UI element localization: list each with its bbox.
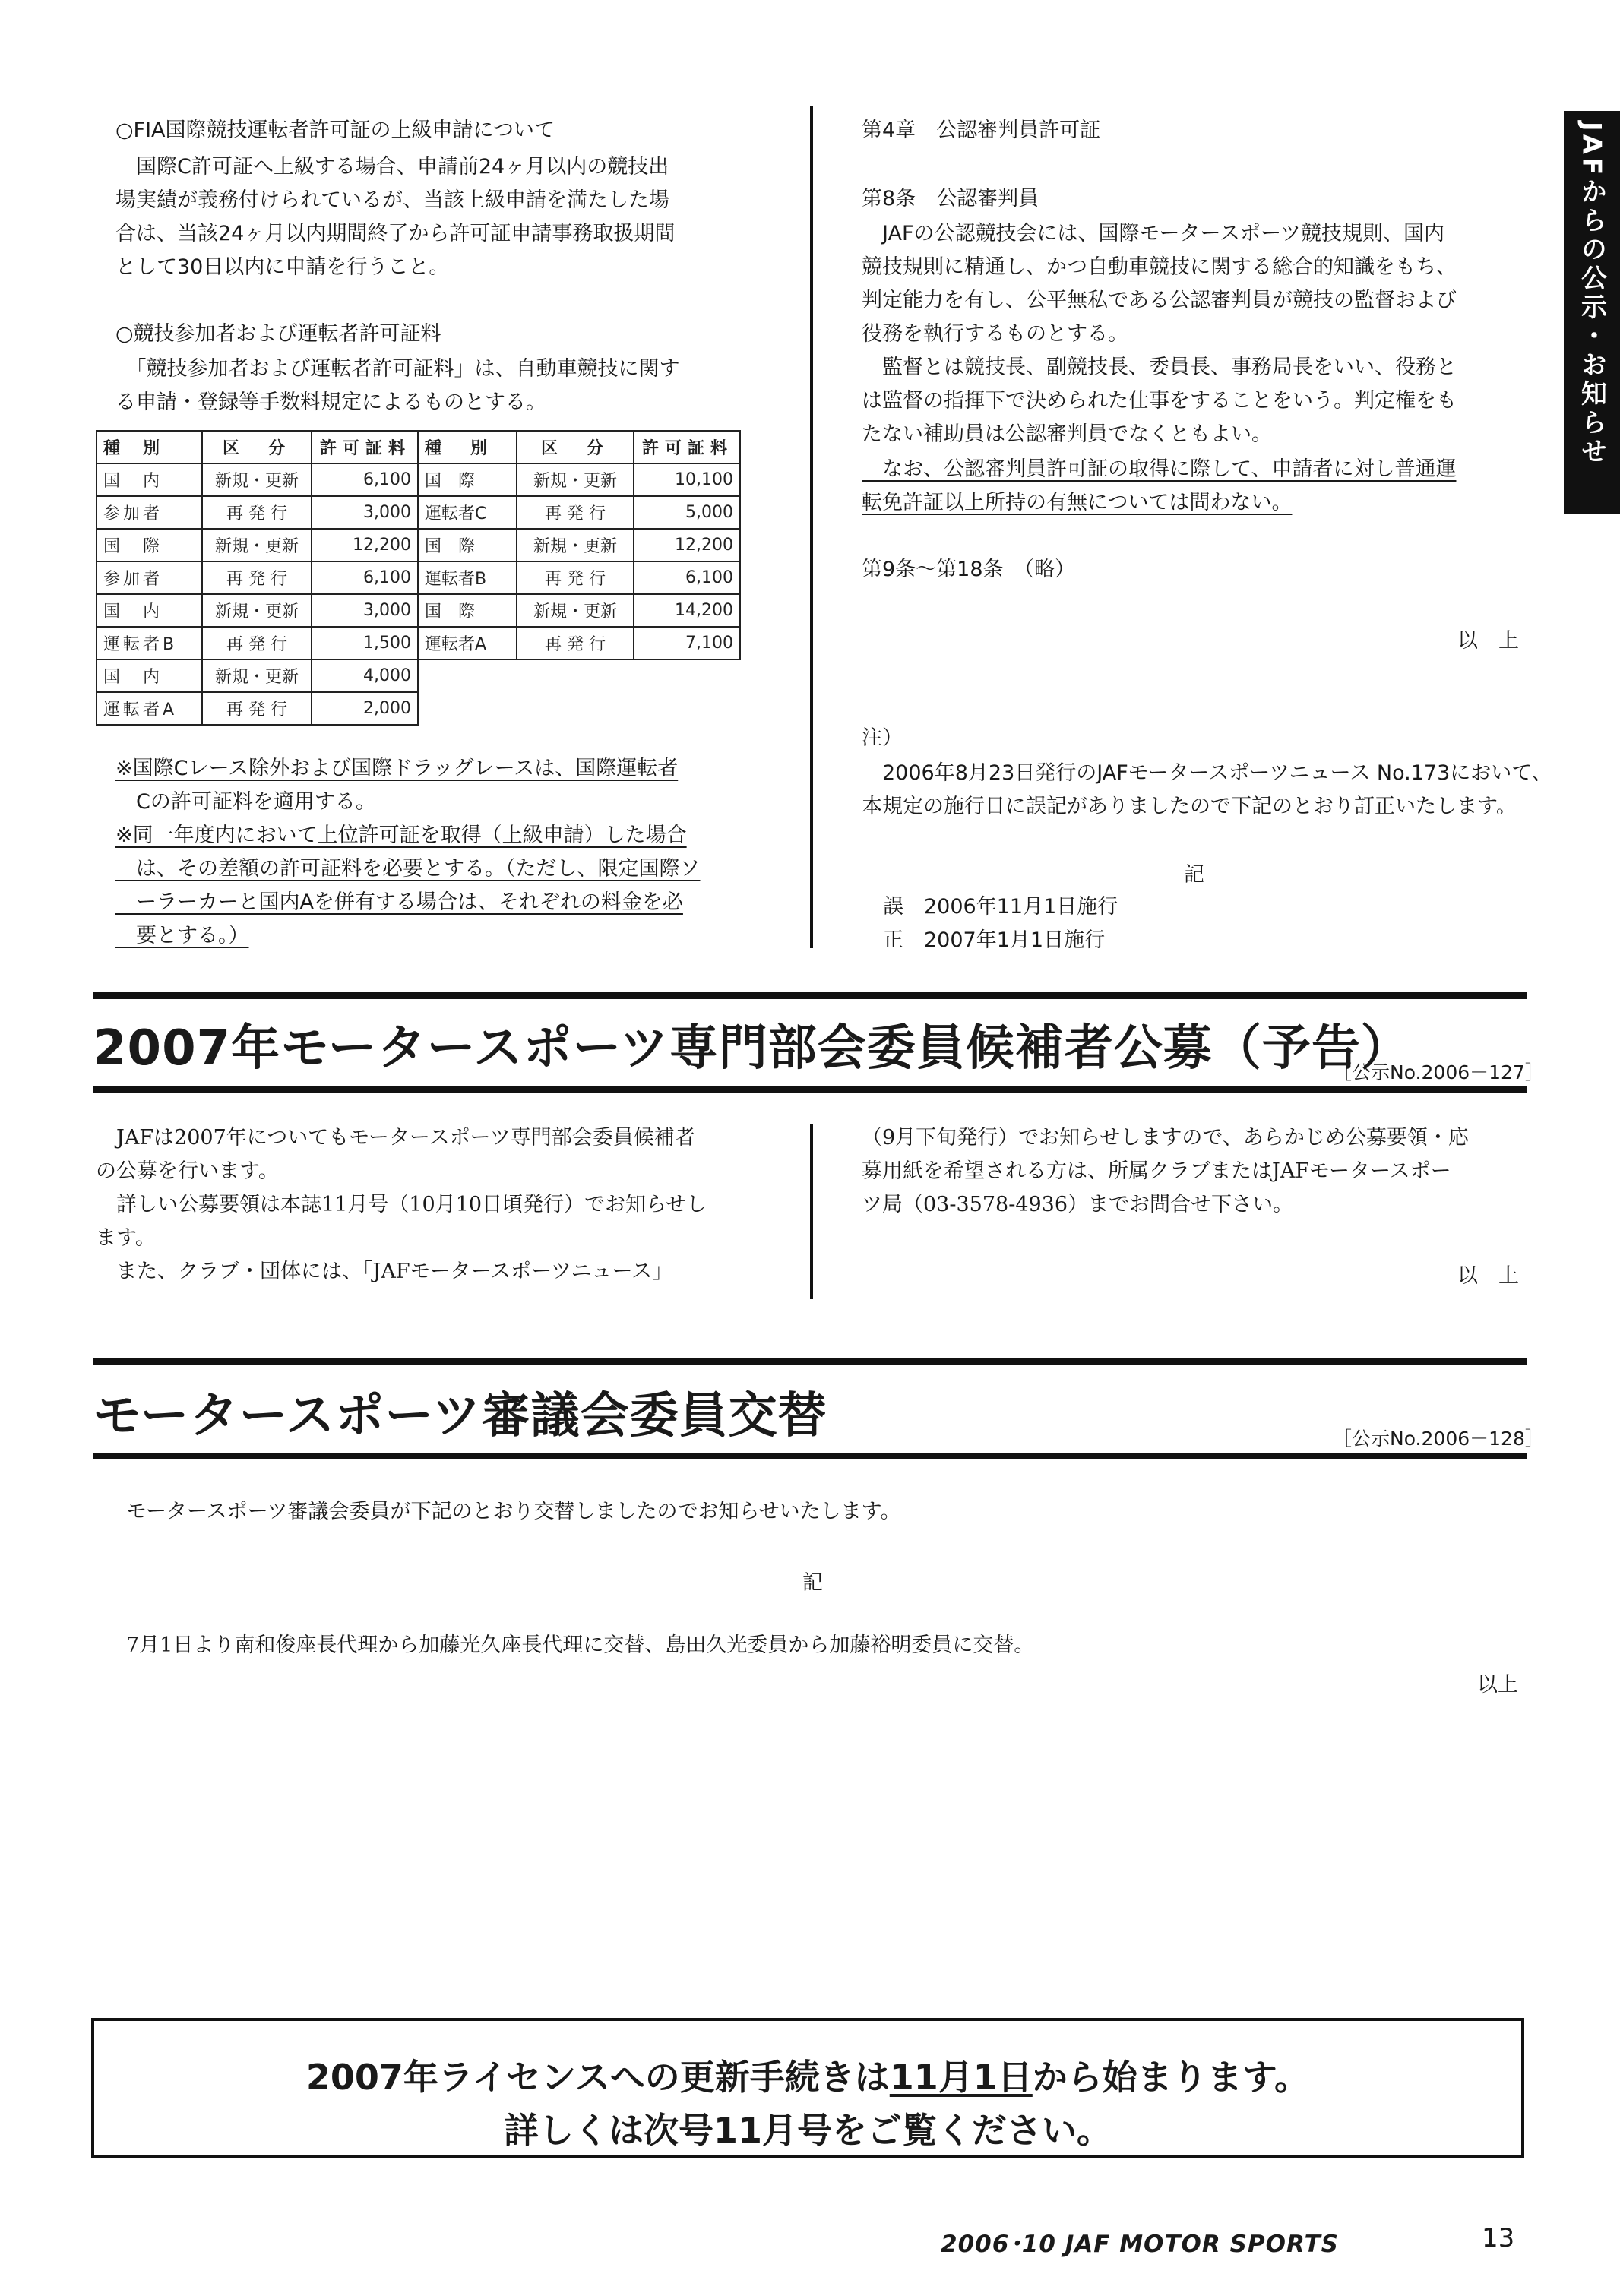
article8-title: 第8条 公認審判員 — [862, 187, 1039, 210]
table-cell: 7,100 — [634, 627, 740, 659]
header-cell: 区 分 — [202, 431, 312, 463]
para1-line-4: 役務を執行するものとする。 — [862, 322, 1128, 346]
ki-1: 記 — [1184, 863, 1204, 887]
table-row — [97, 692, 740, 725]
para2-line-3: たない補助員は公認審判員でなくともよい。 — [862, 422, 1272, 446]
column-divider-2 — [810, 1124, 813, 1299]
section3-heading: モータースポーツ審議会委員交替 — [93, 1388, 827, 1444]
table-cell: 新規・更新 — [202, 463, 312, 496]
note1-line-1: ※国際Cレース除外および国際ドラッグレースは、国際運転者 — [115, 757, 679, 780]
header-cell: 許可証料 — [634, 431, 740, 463]
fee-table — [96, 430, 741, 726]
table-cell: 再 発 行 — [202, 692, 312, 725]
table-row — [97, 594, 740, 627]
section2-left-line-3: 詳しい公募要領は本誌11月号（10月10日頃発行）でお知らせし — [96, 1193, 707, 1216]
table-cell: 12,200 — [634, 529, 740, 561]
empty-cell — [418, 659, 740, 692]
table-cell: 新規・更新 — [517, 529, 634, 561]
table-cell: 運転者A — [97, 692, 202, 725]
table-cell: 国 内 — [97, 594, 202, 627]
empty-cell — [418, 692, 740, 725]
para1-line-3: 判定能力を有し、公平無私である公認審判員が競技の監督および — [862, 289, 1457, 312]
table-cell: 6,100 — [312, 463, 418, 496]
fee-table-header — [97, 431, 740, 463]
section2-left-line-4: ます。 — [96, 1226, 156, 1250]
table-row — [97, 496, 740, 529]
table-cell: 10,100 — [634, 463, 740, 496]
chapter-title: 第4章 公認審判員許可証 — [862, 119, 1101, 142]
section3-bottom-rule — [93, 1453, 1527, 1459]
correct-line: 正 2007年1月1日施行 — [883, 928, 1106, 952]
notice-line-2: 詳しくは次号11月号をご覧ください。 — [503, 2110, 1112, 2151]
para3-line-2: 転免許証以上所持の有無については問わない。 — [862, 491, 1293, 514]
table-cell: 4,000 — [312, 659, 418, 692]
table-cell: 新規・更新 — [202, 659, 312, 692]
side-tab — [1564, 111, 1620, 514]
table-cell: 国 内 — [97, 463, 202, 496]
column-divider — [810, 106, 813, 948]
article9-18: 第9条～第18条 （略） — [862, 558, 1076, 581]
table-cell: 1,500 — [312, 627, 418, 659]
table-cell: 参加者 — [97, 561, 202, 594]
side-tab-label: JAFからの公示・お知らせ — [1576, 122, 1607, 467]
sec1-line-1: 国際C許可証へ上級する場合、申請前24ヶ月以内の競技出 — [115, 155, 669, 179]
table-cell: 国 際 — [418, 463, 517, 496]
notice-line-1 — [94, 2050, 1521, 2100]
section2-right-line-1: （9月下旬発行）でお知らせしますので、あらかじめ公募要領・応 — [862, 1126, 1469, 1150]
note-line-1: 2006年8月23日発行のJAFモータースポーツニュース No.173において、 — [862, 761, 1552, 785]
table-cell: 運転者C — [418, 496, 517, 529]
sec2-line-1: 「競技参加者および運転者許可証料」は、自動車競技に関す — [115, 357, 680, 381]
table-row — [97, 659, 740, 692]
table-cell: 14,200 — [634, 594, 740, 627]
table-cell: 新規・更新 — [202, 529, 312, 561]
section2-left-line-2: の公募を行います。 — [96, 1159, 279, 1183]
section2-ref: ［公示No.2006－127］ — [1333, 1061, 1544, 1083]
table-cell: 新規・更新 — [202, 594, 312, 627]
section2-top-rule — [93, 992, 1527, 999]
section3-body: 7月1日より南和俊座長代理から加藤光久座長代理に交替、島田久光委員から加藤裕明委員に交替。 — [126, 1633, 1035, 1657]
header-cell: 許可証料 — [312, 431, 418, 463]
table-cell: 3,000 — [312, 496, 418, 529]
table-cell: 再 発 行 — [517, 627, 634, 659]
table-cell: 再 発 行 — [202, 496, 312, 529]
section3-intro: モータースポーツ審議会委員が下記のとおり交替しましたのでお知らせいたします。 — [126, 1500, 901, 1523]
note-label: 注） — [862, 726, 903, 750]
table-cell: 新規・更新 — [517, 463, 634, 496]
table-row — [97, 529, 740, 561]
sec1-line-4: として30日以内に申請を行うこと。 — [115, 255, 450, 279]
para1-line-2: 競技規則に精通し、かつ自動車競技に関する総合的知識をもち、 — [862, 255, 1457, 279]
error-line: 誤 2006年11月1日施行 — [883, 895, 1118, 919]
para2-line-2: は監督の指揮下で決められた仕事をすることをいう。判定権をも — [862, 389, 1457, 413]
note2-line-3: ーラーカーと国内Aを併有する場合は、それぞれの料金を必 — [115, 890, 683, 914]
table-cell: 再 発 行 — [517, 561, 634, 594]
notice-date: 11月1日 — [889, 2057, 1033, 2098]
table-cell: 5,000 — [634, 496, 740, 529]
table-cell: 3,000 — [312, 594, 418, 627]
para2-line-1: 監督とは競技長、副競技長、委員長、事務局長をいい、役務と — [862, 356, 1457, 379]
notice-box — [91, 2018, 1524, 2158]
table-cell: 新規・更新 — [517, 594, 634, 627]
ijou-1: 以 上 — [1457, 629, 1519, 653]
header-cell: 種 別 — [418, 431, 517, 463]
notice-text-post: から始まります。 — [1032, 2057, 1310, 2098]
ijou-2: 以 上 — [1457, 1264, 1519, 1288]
table-row — [97, 561, 740, 594]
table-cell: 再 発 行 — [517, 496, 634, 529]
table-cell: 運転者B — [418, 561, 517, 594]
section2-right-line-3: ツ局（03-3578-4936）までお問合せ下さい。 — [862, 1193, 1294, 1216]
table-cell: 参加者 — [97, 496, 202, 529]
header-cell: 種 別 — [97, 431, 202, 463]
note-line-2: 本規定の施行日に誤記がありましたので下記のとおり訂正いたします。 — [862, 795, 1517, 818]
note1-line-2: Cの許可証料を適用する。 — [115, 790, 376, 814]
para3-line-1: なお、公認審判員許可証の取得に際して、申請者に対し普通運 — [862, 457, 1457, 481]
table-cell: 2,000 — [312, 692, 418, 725]
para1-line-1: JAFの公認競技会には、国際モータースポーツ競技規則、国内 — [862, 222, 1444, 245]
notice-text-pre: 2007年ライセンスへの更新手続きは — [305, 2057, 890, 2098]
page-number: 13 — [1482, 2223, 1515, 2253]
ki-2: 記 — [802, 1571, 823, 1595]
table-cell: 6,100 — [312, 561, 418, 594]
section2-bottom-rule — [93, 1086, 1527, 1093]
section2-left-line-1: JAFは2007年についてもモータースポーツ専門部会委員候補者 — [96, 1126, 695, 1150]
table-row — [97, 463, 740, 496]
section3-top-rule — [93, 1358, 1527, 1365]
sec2-line-2: る申請・登録等手数料規定によるものとする。 — [115, 391, 546, 414]
table-cell: 再 発 行 — [202, 627, 312, 659]
sec1-line-2: 場実績が義務付けられているが、当該上級申請を満たした場 — [115, 188, 669, 212]
table-cell: 再 発 行 — [202, 561, 312, 594]
note2-line-4: 要とする。） — [115, 924, 249, 947]
table-cell: 運転者A — [418, 627, 517, 659]
sec1-line-3: 合は、当該24ヶ月以内期間終了から許可証申請事務取扱期間 — [115, 222, 676, 245]
section2-left-line-5: また、クラブ・団体には、「JAFモータースポーツニュース」 — [96, 1260, 673, 1283]
ijou-3: 以上 — [1477, 1673, 1518, 1697]
sec2-title: ○競技参加者および運転者許可証料 — [115, 322, 441, 346]
table-cell: 12,200 — [312, 529, 418, 561]
sec1-title: ○FIA国際競技運転者許可証の上級申請について — [115, 119, 555, 142]
table-cell: 国 際 — [418, 594, 517, 627]
section3-ref: ［公示No.2006－128］ — [1333, 1428, 1544, 1450]
table-row — [97, 627, 740, 659]
header-cell: 区 分 — [517, 431, 634, 463]
table-cell: 国 際 — [97, 529, 202, 561]
note2-line-1: ※同一年度内において上位許可証を取得（上級申請）した場合 — [115, 824, 687, 847]
section2-right-line-2: 募用紙を希望される方は、所属クラブまたはJAFモータースポー — [862, 1159, 1451, 1183]
table-cell: 国 内 — [97, 659, 202, 692]
table-cell: 国 際 — [418, 529, 517, 561]
table-cell: 運転者B — [97, 627, 202, 659]
section2-heading: 2007年モータースポーツ専門部会委員候補者公募（予告） — [93, 1020, 1410, 1077]
footer-magazine: 2006･10 JAF MOTOR SPORTS — [941, 2231, 1339, 2258]
table-cell: 6,100 — [634, 561, 740, 594]
note2-line-2: は、その差額の許可証料を必要とする。（ただし、限定国際ソ — [115, 857, 701, 881]
